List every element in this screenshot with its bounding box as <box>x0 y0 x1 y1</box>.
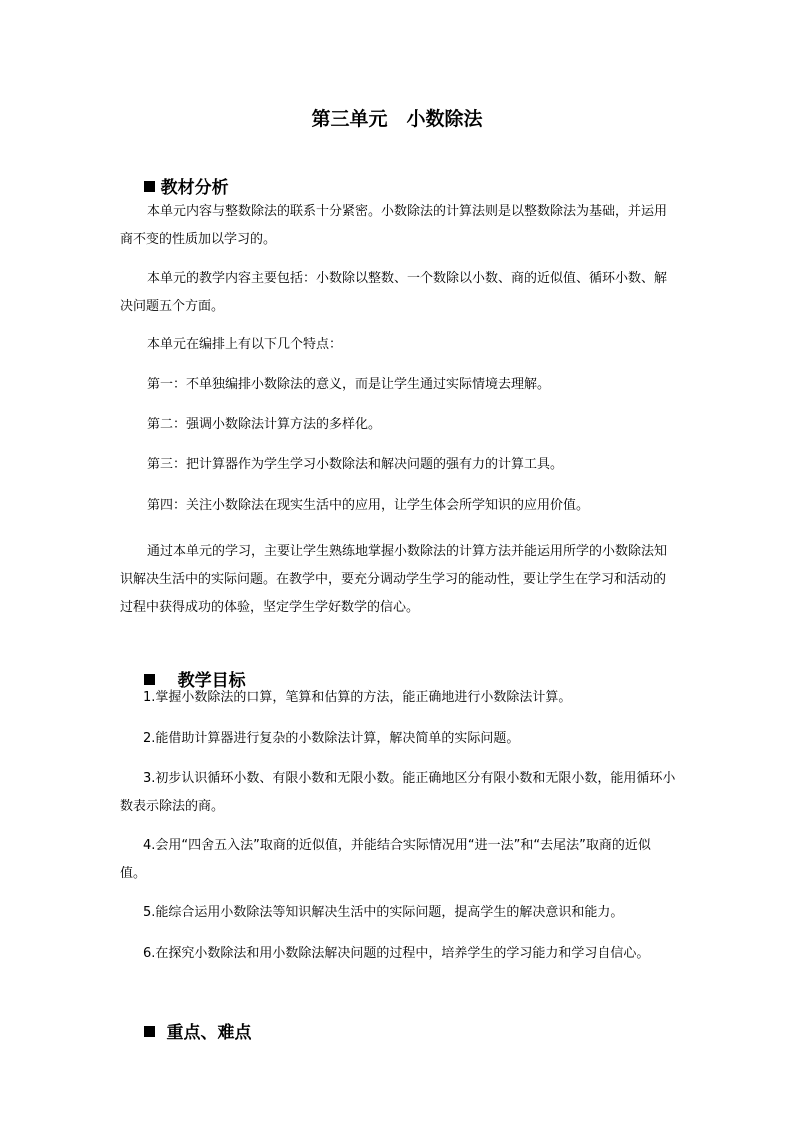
list-item-text: 5.能综合运用小数除法等知识解决生活中的实际问题，提高学生的解决意识和能力。 <box>143 905 624 920</box>
list-item <box>120 725 676 753</box>
list-item-text: 1.掌握小数除法的口算，笔算和估算的方法，能正确地进行小数除法计算。 <box>143 690 572 705</box>
section-heading-text: 重点、难点 <box>166 1023 252 1043</box>
paragraph <box>120 492 676 520</box>
paragraph <box>120 411 676 439</box>
paragraph-text: 本单元在编排上有以下几个特点： <box>147 337 343 352</box>
paragraph <box>120 265 676 321</box>
paragraph-text: 第四：关注小数除法在现实生活中的应用，让学生体会所学知识的应用价值。 <box>147 498 590 513</box>
bullet-square-icon <box>144 1026 155 1037</box>
list-item <box>120 684 676 712</box>
list-item-text: 2.能借助计算器进行复杂的小数除法计算，解决简单的实际问题。 <box>143 731 520 746</box>
paragraph-text: 第二：强调小数除法计算方法的多样化。 <box>147 417 382 432</box>
paragraph-text: 本单元的教学内容主要包括：小数除以整数、一个数除以小数、商的近似值、循环小数、解决问题五个方面。 <box>120 271 668 314</box>
section-heading-key-points <box>120 998 252 1063</box>
list-item <box>120 899 676 927</box>
list-item-text: 6.在探究小数除法和用小数除法解决问题的过程中，培养学生的学习能力和学习自信心。 <box>143 946 650 961</box>
paragraph <box>120 331 676 359</box>
list-item <box>120 765 676 821</box>
paragraph-text: 本单元内容与整数除法的联系十分紧密。小数除法的计算法则是以整数除法为基础，并运用商不变的性质加以学习的。 <box>120 204 668 247</box>
document-title: 第三单元 小数除法 <box>311 108 483 130</box>
list-item-text: 3.初步认识循环小数、有限小数和无限小数。能正确地区分有限小数和无限小数，能用循环小数表示除法的商。 <box>120 771 676 814</box>
section-heading-text: 教材分析 <box>160 178 229 198</box>
paragraph <box>120 198 676 254</box>
paragraph <box>120 538 676 622</box>
section-heading-text: 教学目标 <box>177 671 246 691</box>
list-item <box>120 832 676 888</box>
paragraph-text: 通过本单元的学习，主要让学生熟练地掌握小数除法的计算方法并能运用所学的小数除法知识解决生活中的实际问题。在教学中，要充分调动学生学习的能动性，要让学生在学习和活动的过程中获得成功的体验，坚定学生学好数学的信心。 <box>120 544 668 615</box>
paragraph <box>120 371 676 399</box>
list-item-text: 4.会用“四舍五入法”取商的近似值，并能结合实际情况用“进一法”和“去尾法”取商的近似值。 <box>120 838 651 881</box>
paragraph-text: 第三：把计算器作为学生学习小数除法和解决问题的强有力的计算工具。 <box>147 457 564 472</box>
paragraph <box>120 451 676 479</box>
list-item <box>120 940 676 968</box>
paragraph-text: 第一：不单独编排小数除法的意义，而是让学生通过实际情境去理解。 <box>147 377 551 392</box>
bullet-square-icon <box>144 181 155 192</box>
